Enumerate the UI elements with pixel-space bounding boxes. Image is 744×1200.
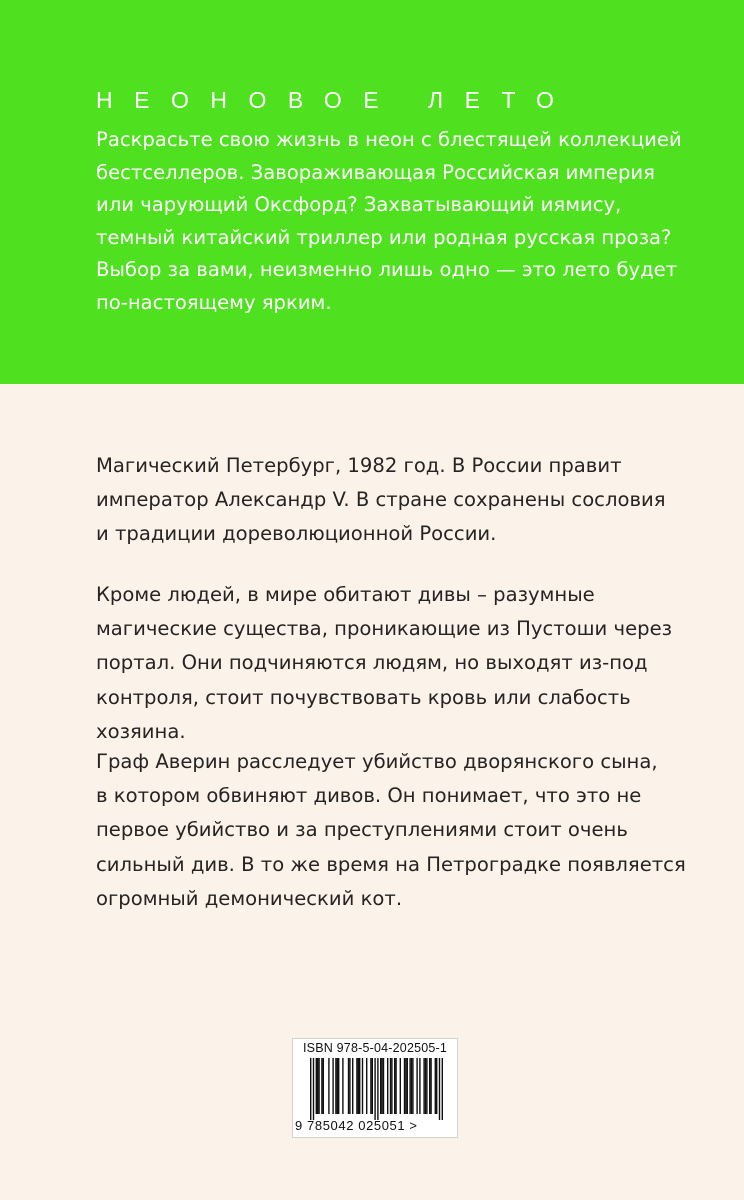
description-paragraph-2 <box>96 578 696 749</box>
barcode-bar <box>442 1058 443 1120</box>
barcode-bar <box>332 1058 333 1114</box>
text-line: портал. Они подчиняются людям, но выходят из-под <box>96 651 648 675</box>
series-title: НЕОНОВОЕ ЛЕТО <box>96 87 576 113</box>
text-line: император Александр V. В стране сохранены сословия <box>96 488 666 512</box>
promo-line: по-настоящему ярким. <box>96 290 332 314</box>
barcode-bar <box>317 1058 318 1114</box>
barcode-bar <box>426 1058 427 1114</box>
barcode-bar <box>349 1058 350 1114</box>
text-line: Магический Петербург, 1982 год. В России правит <box>96 454 622 477</box>
barcode-bar <box>338 1058 339 1114</box>
isbn-label: ISBN 978-5-04-202505-1 <box>303 1041 448 1055</box>
barcode-bar <box>321 1058 322 1114</box>
barcode-bar <box>436 1058 437 1114</box>
barcode-bar <box>318 1058 319 1114</box>
text-line: Кроме людей, в мире обитают дивы – разумные <box>96 583 595 606</box>
text-line: сильный див. В то же время на Петроградке появляется <box>96 852 686 876</box>
barcode-bar <box>409 1058 410 1114</box>
barcode-bar <box>430 1058 431 1114</box>
text-line: в котором обвиняют дивов. Он понимает, что это не <box>96 784 642 808</box>
barcode-bar <box>387 1058 388 1114</box>
barcode-bar <box>370 1058 371 1114</box>
barcode-bar <box>439 1058 440 1120</box>
text-line: магические существа, проникающие из Пустоши через <box>96 617 673 641</box>
text-line: и традиции дореволюционной России. <box>96 522 497 546</box>
barcode-bar <box>425 1058 426 1114</box>
barcode-bar <box>372 1058 373 1114</box>
text-line: контроля, стоит почувствовать кровь или слабость <box>96 685 631 709</box>
promo-line: Раскрасьте свою жизнь в неон с блестящей коллекцией <box>96 128 682 151</box>
barcode-bar <box>337 1058 338 1114</box>
barcode-bar <box>356 1058 357 1114</box>
barcode-bar <box>348 1058 349 1114</box>
text-line: Граф Аверин расследует убийство дворянского сына, <box>96 750 658 773</box>
isbn-barcode <box>292 1038 458 1138</box>
barcode-bar <box>404 1058 405 1114</box>
promo-line: темный китайский триллер или родная русская проза? <box>96 225 672 249</box>
barcode-bar <box>435 1058 436 1114</box>
barcode-bar <box>352 1058 353 1114</box>
series-banner <box>0 0 744 384</box>
barcode-bar <box>366 1058 367 1114</box>
barcode-bar <box>316 1058 317 1114</box>
barcode-bar <box>358 1058 359 1114</box>
barcode-bar <box>359 1058 360 1114</box>
promo-line: Выбор за вами, неизменно лишь одно — это лето будет <box>96 258 678 282</box>
barcode-bar <box>374 1058 375 1120</box>
description-paragraph-1 <box>96 449 696 552</box>
barcode-bar <box>390 1058 391 1114</box>
barcode-bar <box>423 1058 424 1114</box>
barcode-bar <box>411 1058 412 1114</box>
barcode-bar <box>328 1058 329 1114</box>
barcode-digits: 9 785042 025051 > <box>295 1118 418 1133</box>
description-paragraph-3 <box>96 745 696 916</box>
barcode-bar <box>310 1058 311 1120</box>
barcode-bar <box>395 1058 396 1114</box>
series-promo-text <box>96 124 686 320</box>
barcode-bar <box>342 1058 343 1114</box>
barcode-bar <box>323 1058 324 1114</box>
barcode-bar <box>416 1058 417 1114</box>
text-line: первое убийство и за преступлениями стоит очень <box>96 818 628 842</box>
barcode-bar <box>412 1058 413 1114</box>
barcode-bar <box>377 1058 378 1120</box>
barcode-bar <box>313 1058 314 1120</box>
barcode-bar <box>394 1058 395 1114</box>
text-line: огромный демонический кот. <box>96 886 403 910</box>
barcode-bars <box>301 1058 449 1120</box>
barcode-bar <box>381 1058 382 1114</box>
barcode-bar <box>407 1058 408 1114</box>
barcode-bar <box>419 1058 420 1114</box>
barcode-bar <box>362 1058 363 1114</box>
barcode-bar <box>400 1058 401 1114</box>
barcode-bar <box>335 1058 336 1114</box>
barcode-bar <box>380 1058 381 1114</box>
promo-line: бестселлеров. Завораживающая Российская империя <box>96 160 655 184</box>
barcode-bar <box>429 1058 430 1114</box>
barcode-bar <box>405 1058 406 1114</box>
barcode-bar <box>391 1058 392 1114</box>
barcode-bar <box>383 1058 384 1114</box>
promo-line: или чарующий Оксфорд? Захватывающий иямису, <box>96 193 622 217</box>
text-line: хозяина. <box>96 719 186 743</box>
